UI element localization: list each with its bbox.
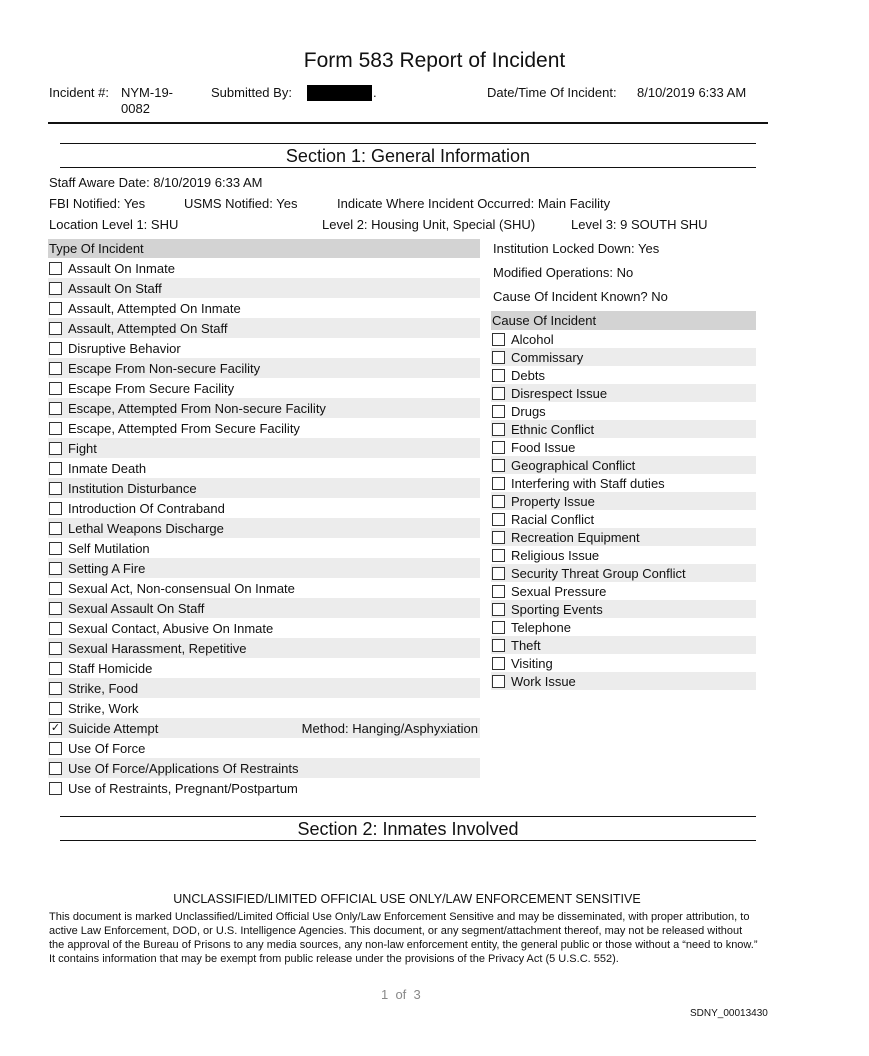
checkbox[interactable] (492, 639, 505, 652)
checkbox[interactable] (49, 682, 62, 695)
page-title: Form 583 Report of Incident (303, 49, 566, 72)
checkbox-row (491, 420, 756, 438)
checkbox[interactable] (49, 622, 62, 635)
checkbox-row (491, 528, 756, 546)
checkbox[interactable] (492, 585, 505, 598)
checkbox[interactable] (492, 369, 505, 382)
checkbox[interactable] (49, 442, 62, 455)
incident-location: Indicate Where Incident Occurred: Main Facility (337, 196, 611, 211)
datetime-value: 8/10/2019 6:33 AM (637, 85, 747, 100)
checkbox-row (491, 672, 756, 690)
institution-locked-down: Institution Locked Down: Yes (493, 241, 660, 256)
checkbox[interactable] (49, 322, 62, 335)
checkbox-label: Assault On Inmate (68, 260, 175, 276)
incident-number-value-cont: 0082 (121, 101, 150, 116)
checkbox-label: Disrespect Issue (511, 385, 608, 401)
checkbox[interactable] (492, 387, 505, 400)
checkbox-label: Institution Disturbance (68, 480, 197, 496)
checkbox[interactable] (492, 477, 505, 490)
checkbox-label: Recreation Equipment (511, 529, 640, 545)
checkbox[interactable] (492, 621, 505, 634)
method-text: Method: Hanging/Asphyxiation (301, 720, 478, 736)
header-divider (48, 122, 768, 124)
checkbox-label: Fight (68, 440, 97, 456)
checkbox-row (48, 338, 480, 358)
checkbox[interactable] (49, 642, 62, 655)
checkbox-row (48, 778, 480, 798)
checkbox-row (491, 618, 756, 636)
checkbox[interactable] (49, 382, 62, 395)
checkbox-row (491, 456, 756, 474)
checkbox-row (48, 418, 480, 438)
checkbox[interactable] (49, 522, 62, 535)
usms-notified: USMS Notified: Yes (184, 196, 298, 211)
checkbox[interactable] (49, 422, 62, 435)
checkbox-row (48, 458, 480, 478)
checkbox-row (48, 398, 480, 418)
section1-title: Section 1: General Information (285, 146, 531, 166)
section-rule (60, 840, 756, 841)
location-level-2: Level 2: Housing Unit, Special (SHU) (322, 217, 536, 232)
checkbox-label: Religious Issue (511, 547, 600, 563)
checkbox-row (48, 258, 480, 278)
cause-known: Cause Of Incident Known? No (493, 289, 668, 304)
checkbox-row (48, 438, 480, 458)
location-level-3: Level 3: 9 SOUTH SHU (571, 217, 708, 232)
checkbox[interactable] (49, 542, 62, 555)
checkbox-label: Visiting (511, 655, 553, 671)
checkbox-label: Food Issue (511, 439, 576, 455)
checkbox-label: Setting A Fire (68, 560, 146, 576)
checkbox-row (491, 402, 756, 420)
checkbox[interactable] (49, 742, 62, 755)
checkbox-row (48, 598, 480, 618)
checkbox-row (48, 758, 480, 778)
checkbox-row (48, 298, 480, 318)
checkbox[interactable] (492, 513, 505, 526)
checkbox-label: Assault, Attempted On Staff (68, 320, 228, 336)
checkbox[interactable]: ✓ (50, 721, 61, 734)
checkbox-label: Suicide Attempt (68, 720, 159, 736)
cause-of-incident-header: Cause Of Incident (491, 311, 756, 330)
checkbox-label: Sporting Events (511, 601, 603, 617)
checkbox-label: Lethal Weapons Discharge (68, 520, 224, 536)
checkbox-row (491, 492, 756, 510)
checkbox[interactable] (492, 459, 505, 472)
checkbox[interactable] (492, 675, 505, 688)
checkbox[interactable] (49, 602, 62, 615)
checkbox-label: Strike, Work (68, 700, 139, 716)
section-rule (60, 816, 756, 817)
section-rule (60, 167, 756, 168)
checkbox-label: Strike, Food (68, 680, 139, 696)
incident-number-label: Incident #: (49, 85, 109, 100)
checkbox-row (491, 510, 756, 528)
type-of-incident-header: Type Of Incident (48, 239, 480, 258)
checkbox-label: Theft (511, 637, 541, 653)
bates-number: SDNY_00013430 (690, 1008, 768, 1019)
checkbox[interactable] (492, 657, 505, 670)
checkbox-row (491, 582, 756, 600)
checkbox-row (48, 658, 480, 678)
checkbox-row (491, 546, 756, 564)
checkbox-label: Escape, Attempted From Secure Facility (68, 420, 300, 436)
checkbox-label: Assault On Staff (68, 280, 162, 296)
checkbox-row (48, 738, 480, 758)
checkbox[interactable] (49, 282, 62, 295)
incident-number-value: NYM-19- (121, 85, 174, 100)
checkbox-label: Sexual Contact, Abusive On Inmate (68, 620, 274, 636)
checkbox-row (48, 618, 480, 638)
checkbox-row (48, 278, 480, 298)
checkbox[interactable] (49, 762, 62, 775)
checkbox-row (491, 654, 756, 672)
checkbox-row (48, 498, 480, 518)
checkbox-label: Use Of Force (68, 740, 146, 756)
checkbox-label: Work Issue (511, 673, 576, 689)
checkbox[interactable] (492, 531, 505, 544)
checkbox[interactable] (49, 482, 62, 495)
checkbox-label: Escape From Non-secure Facility (68, 360, 261, 376)
checkbox-row (48, 378, 480, 398)
checkbox[interactable] (49, 342, 62, 355)
checkbox-row (491, 474, 756, 492)
checkbox-row (48, 558, 480, 578)
checkbox-label: Use Of Force/Applications Of Restraints (68, 760, 299, 776)
checkbox[interactable] (49, 262, 62, 275)
staff-aware-date: Staff Aware Date: 8/10/2019 6:33 AM (49, 175, 263, 190)
checkbox[interactable] (492, 567, 505, 580)
checkbox[interactable] (49, 462, 62, 475)
location-level-1: Location Level 1: SHU (49, 217, 179, 232)
redaction-box (307, 85, 372, 101)
checkbox-row (48, 358, 480, 378)
checkbox-label: Sexual Pressure (511, 583, 607, 599)
checkbox[interactable] (492, 405, 505, 418)
period: . (373, 85, 377, 100)
checkbox-row (48, 638, 480, 658)
checkbox[interactable] (49, 302, 62, 315)
checkbox-label: Disruptive Behavior (68, 340, 181, 356)
checkbox-label: Alcohol (511, 331, 554, 347)
section-rule (60, 143, 756, 144)
section2-title: Section 2: Inmates Involved (297, 819, 519, 839)
checkbox[interactable] (49, 662, 62, 675)
checkbox-label: Commissary (511, 349, 584, 365)
checkbox-label: Sexual Harassment, Repetitive (68, 640, 247, 656)
checkbox-label: Ethnic Conflict (511, 421, 595, 437)
datetime-label: Date/Time Of Incident: (487, 85, 617, 100)
checkbox-label: Sexual Assault On Staff (68, 600, 205, 616)
checkbox-label: Racial Conflict (511, 511, 595, 527)
checkbox[interactable] (49, 402, 62, 415)
checkbox[interactable] (49, 582, 62, 595)
checkbox-row (491, 564, 756, 582)
checkbox-row (48, 578, 480, 598)
checkbox-label: Debts (511, 367, 545, 383)
checkbox-row (48, 518, 480, 538)
checkbox-label: Self Mutilation (68, 540, 150, 556)
checkbox-label: Interfering with Staff duties (511, 475, 665, 491)
checkbox-label: Assault, Attempted On Inmate (68, 300, 241, 316)
checkbox-label: Sexual Act, Non-consensual On Inmate (68, 580, 295, 596)
checkbox[interactable] (492, 603, 505, 616)
checkbox-row (48, 678, 480, 698)
checkbox-row (491, 348, 756, 366)
checkbox-label: Security Threat Group Conflict (511, 565, 686, 581)
checkbox-label: Staff Homicide (68, 660, 153, 676)
checkbox-label: Introduction Of Contraband (68, 500, 225, 516)
modified-operations: Modified Operations: No (493, 265, 634, 280)
checkbox-label: Property Issue (511, 493, 595, 509)
checkbox[interactable] (492, 441, 505, 454)
checkbox-label: Escape, Attempted From Non-secure Facility (68, 400, 326, 416)
checkbox[interactable] (492, 333, 505, 346)
checkbox-label: Drugs (511, 403, 546, 419)
checkbox[interactable] (49, 502, 62, 515)
checkbox[interactable] (49, 562, 62, 575)
checkbox-row (491, 636, 756, 654)
checkbox-label: Inmate Death (68, 460, 147, 476)
page-number: 1 of 3 (381, 987, 421, 1002)
fbi-notified: FBI Notified: Yes (49, 196, 146, 211)
checkbox-row (491, 366, 756, 384)
checkbox-row (491, 600, 756, 618)
checkbox[interactable] (49, 362, 62, 375)
checkbox[interactable] (492, 495, 505, 508)
checkbox[interactable] (492, 423, 505, 436)
submitted-by-label: Submitted By: (211, 85, 292, 100)
checkbox-row (48, 478, 480, 498)
checkbox[interactable] (492, 549, 505, 562)
checkbox-row (491, 330, 756, 348)
checkbox-row (48, 698, 480, 718)
dissemination-notice: This document is marked Unclassified/Limited Official Use Only/Law Enforcement Sensitive and may be disseminated, with proper attribution, to active Law Enforcement, DOD, or U.S. Intelligence Agencies. This document, or any segment/attachment thereof, may not be released without the approval of the Bureau of Prisons to any media sources, any non-law enforcement entity, the general public or those without a “need to know.” It contains information that may be exempt from public release under the provisions of the Privacy Act (5 U.S.C. 552). (49, 911, 758, 965)
classification-banner: UNCLASSIFIED/LIMITED OFFICIAL USE ONLY/LAW ENFORCEMENT SENSITIVE (173, 892, 641, 906)
checkbox[interactable] (492, 351, 505, 364)
checkbox-row (48, 718, 480, 738)
checkbox-row (491, 384, 756, 402)
checkbox-row (48, 538, 480, 558)
checkbox-label: Telephone (511, 619, 571, 635)
checkbox-label: Geographical Conflict (511, 457, 636, 473)
checkbox-row (48, 318, 480, 338)
checkbox-label: Escape From Secure Facility (68, 380, 235, 396)
checkbox-row (491, 438, 756, 456)
checkbox-label: Use of Restraints, Pregnant/Postpartum (68, 780, 298, 796)
checkbox[interactable] (49, 702, 62, 715)
checkbox[interactable] (49, 782, 62, 795)
